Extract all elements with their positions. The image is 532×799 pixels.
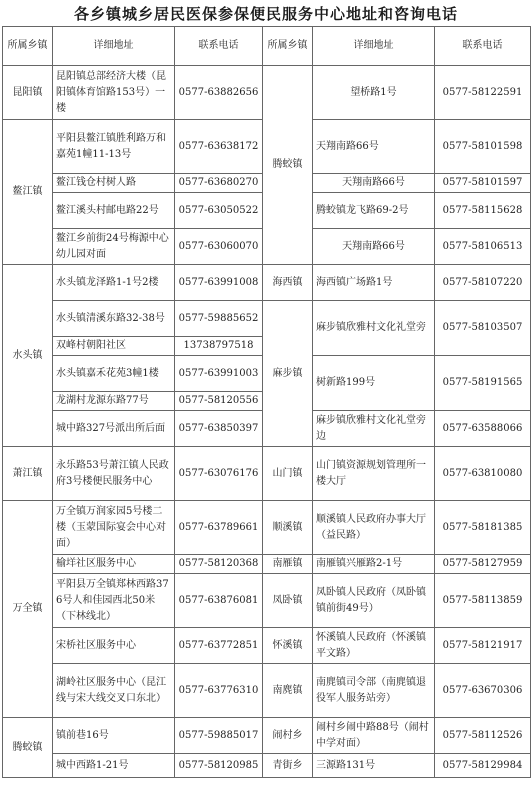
town-cell: 麻步镇 <box>263 301 313 447</box>
address-cell: 双峰村朝阳社区 <box>53 337 175 356</box>
phone-cell: 0577-63680270 <box>175 174 263 193</box>
page-title: 各乡镇城乡居民医保参保便民服务中心地址和咨询电话 <box>73 5 458 23</box>
header-address-2: 详细地址 <box>313 27 435 66</box>
address-cell: 鳌江溪头村邮电路22号 <box>53 193 175 229</box>
phone-cell: 0577-58115628 <box>435 193 531 229</box>
town-cell: 南雁镇 <box>263 555 313 574</box>
address-cell: 山门镇资源规划管理所一楼大厅 <box>313 447 435 501</box>
address-cell: 海西镇广场路1号 <box>313 265 435 301</box>
phone-cell: 0577-58122591 <box>435 66 531 120</box>
table-header-row <box>3 27 531 66</box>
town-cell: 凤卧镇 <box>263 574 313 628</box>
address-cell: 鳌江乡前街24号梅源中心幼儿园对面 <box>53 229 175 265</box>
phone-cell: 0577-58103507 <box>435 301 531 356</box>
phone-cell: 0577-63588066 <box>435 411 531 447</box>
address-cell: 三源路131号 <box>313 754 435 778</box>
phone-cell: 0577-63050522 <box>175 193 263 229</box>
address-cell: 腾蛟镇龙飞路69-2号 <box>313 193 435 229</box>
address-cell: 城中路327号派出所后面 <box>53 411 175 447</box>
town-cell: 昆阳镇 <box>3 66 53 120</box>
phone-cell: 0577-63638172 <box>175 120 263 174</box>
town-cell: 南麂镇 <box>263 664 313 718</box>
town-cell: 腾蛟镇 <box>263 66 313 265</box>
town-cell: 水头镇 <box>3 265 53 447</box>
header-phone-2: 联系电话 <box>435 27 531 66</box>
address-cell: 城中西路1-21号 <box>53 754 175 778</box>
phone-cell: 0577-63789661 <box>175 501 263 555</box>
town-cell: 闹村乡 <box>263 718 313 754</box>
table-row <box>3 628 531 664</box>
address-cell: 望桥路1号 <box>313 66 435 120</box>
table-row <box>3 265 531 301</box>
service-center-table <box>2 26 531 778</box>
address-cell: 麻步镇欣雅村文化礼堂旁边 <box>313 411 435 447</box>
phone-cell: 0577-58121917 <box>435 628 531 664</box>
town-cell: 山门镇 <box>263 447 313 501</box>
address-cell: 天翔南路66号 <box>313 229 435 265</box>
phone-cell: 0577-58112526 <box>435 718 531 754</box>
phone-cell: 0577-58107220 <box>435 265 531 301</box>
phone-cell: 0577-63876081 <box>175 574 263 628</box>
phone-cell: 0577-63076176 <box>175 447 263 501</box>
phone-cell: 0577-63991003 <box>175 356 263 392</box>
phone-cell: 0577-63060070 <box>175 229 263 265</box>
table-row <box>3 301 531 337</box>
phone-cell: 0577-58181385 <box>435 501 531 555</box>
town-cell: 万全镇 <box>3 501 53 718</box>
address-cell: 宋桥社区服务中心 <box>53 628 175 664</box>
phone-cell: 0577-58127959 <box>435 555 531 574</box>
address-cell: 南麂镇司令部（南麂镇退役军人服务站旁） <box>313 664 435 718</box>
address-cell: 榆垟社区服务中心 <box>53 555 175 574</box>
table-row <box>3 447 531 501</box>
table-row <box>3 66 531 120</box>
town-cell: 鳌江镇 <box>3 120 53 265</box>
table-row <box>3 754 531 778</box>
phone-cell: 0577-58101597 <box>435 174 531 193</box>
phone-cell: 0577-58113859 <box>435 574 531 628</box>
address-cell: 怀溪镇人民政府（怀溪镇平文路） <box>313 628 435 664</box>
address-cell: 万全镇万润家园5号楼二楼（玉蒙国际宴会中心对面） <box>53 501 175 555</box>
address-cell: 水头镇清溪东路32-38号 <box>53 301 175 337</box>
address-cell: 树新路199号 <box>313 356 435 411</box>
town-cell: 青街乡 <box>263 754 313 778</box>
address-cell: 闹村乡闹中路88号（闹村中学对面） <box>313 718 435 754</box>
town-cell: 海西镇 <box>263 265 313 301</box>
address-cell: 龙湖村龙源东路77号 <box>53 392 175 411</box>
town-cell: 腾蛟镇 <box>3 718 53 778</box>
phone-cell: 0577-63810080 <box>435 447 531 501</box>
address-cell: 顺溪镇人民政府办事大厅（益民路） <box>313 501 435 555</box>
header-phone: 联系电话 <box>175 27 263 66</box>
phone-cell: 0577-63850397 <box>175 411 263 447</box>
table-row <box>3 664 531 718</box>
address-cell: 天翔南路66号 <box>313 120 435 174</box>
town-cell: 萧江镇 <box>3 447 53 501</box>
phone-cell: 0577-58129984 <box>435 754 531 778</box>
address-cell: 水头镇嘉禾花苑3幢1楼 <box>53 356 175 392</box>
town-cell: 怀溪镇 <box>263 628 313 664</box>
address-cell: 天翔南路66号 <box>313 174 435 193</box>
phone-cell: 0577-58101598 <box>435 120 531 174</box>
header-town: 所属乡镇 <box>3 27 53 66</box>
address-cell: 昆阳镇总部经济大楼（昆阳镇体育馆路153号）一楼 <box>53 66 175 120</box>
address-cell: 麻步镇欣雅村文化礼堂旁 <box>313 301 435 356</box>
table-row <box>3 574 531 628</box>
phone-cell: 0577-58191565 <box>435 356 531 411</box>
phone-cell: 13738797518 <box>175 337 263 356</box>
address-cell: 平阳县万全镇郑林西路376号人和佳园西北50米（下林线北） <box>53 574 175 628</box>
address-cell: 鳌江钱仓村树人路 <box>53 174 175 193</box>
phone-cell: 0577-58106513 <box>435 229 531 265</box>
address-cell: 湖岭社区服务中心（昆江线与宋大线交叉口东北） <box>53 664 175 718</box>
address-cell: 永乐路53号萧江镇人民政府3号楼便民服务中心 <box>53 447 175 501</box>
phone-cell: 0577-63991008 <box>175 265 263 301</box>
phone-cell: 0577-59885652 <box>175 301 263 337</box>
phone-cell: 0577-63772851 <box>175 628 263 664</box>
header-address: 详细地址 <box>53 27 175 66</box>
address-cell: 凤卧镇人民政府（凤卧镇镇前街49号） <box>313 574 435 628</box>
phone-cell: 0577-58120985 <box>175 754 263 778</box>
phone-cell: 0577-58120368 <box>175 555 263 574</box>
address-cell: 镇前巷16号 <box>53 718 175 754</box>
table-row <box>3 555 531 574</box>
address-cell: 平阳县鳌江镇胜利路万和嘉苑1幢11-13号 <box>53 120 175 174</box>
phone-cell: 0577-59885017 <box>175 718 263 754</box>
table-row <box>3 718 531 754</box>
town-cell: 顺溪镇 <box>263 501 313 555</box>
phone-cell: 0577-63670306 <box>435 664 531 718</box>
phone-cell: 0577-63776310 <box>175 664 263 718</box>
phone-cell: 0577-58120556 <box>175 392 263 411</box>
table-row <box>3 501 531 555</box>
address-cell: 水头镇龙泽路1-1号2楼 <box>53 265 175 301</box>
phone-cell: 0577-63882656 <box>175 66 263 120</box>
address-cell: 南雁镇兴雁路2-1号 <box>313 555 435 574</box>
header-town-2: 所属乡镇 <box>263 27 313 66</box>
